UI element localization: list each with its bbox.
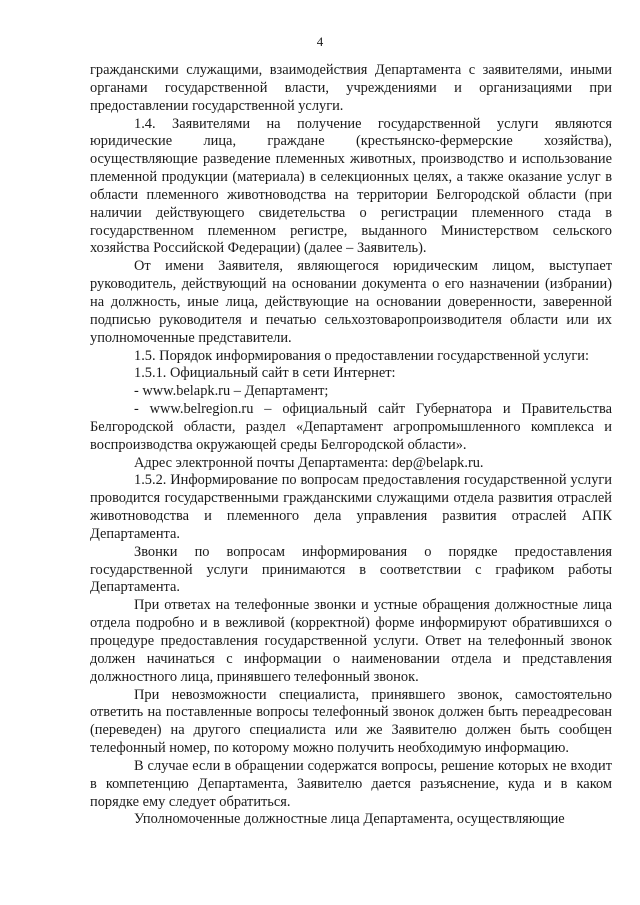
paragraph: 1.4. Заявителями на получение государственной услуги являются юридические лица, граждане (крестьянско-фермерские хозяйства), осуществляющие разведение племенных животных, производство и использование племенной продукции (материала) в селекционных целях, а также оказание услуг в области племенного животноводства на территории Белгородской области (при наличии действующего свидетельства о регистрации племенного стада в государственном племенном регистре, выданного Министерством сельского хозяйства Российской Федерации) (далее – Заявитель).: [90, 115, 612, 257]
page-number: 4: [316, 34, 324, 49]
paragraph: Уполномоченные должностные лица Департамента, осуществляющие: [134, 811, 565, 828]
paragraph: - www.belapk.ru – Департамент;: [134, 383, 329, 400]
paragraph: 1.5. Порядок информирования о предоставлении государственной услуги:: [134, 347, 589, 364]
paragraph: 1.5.1. Официальный сайт в сети Интернет:: [134, 365, 396, 382]
paragraph: Звонки по вопросам информирования о порядке предоставления государственной услуги принимаются в соответствии с графиком работы Департамента.: [90, 543, 612, 596]
paragraph: При невозможности специалиста, принявшего звонок, самостоятельно ответить на поставленные вопросы телефонный звонок должен быть переадресован (переведен) на другого специалиста или же Заявителю должен быть сообщен телефонный номер, по которому можно получить необходимую информацию.: [90, 686, 612, 757]
paragraph: При ответах на телефонные звонки и устные обращения должностные лица отдела подробно и в вежливой (корректной) форме информируют обратившихся о процедуре предоставления государственной услуги. Ответ на телефонный звонок должен начинаться с информации о наименовании отдела и представления должностного лица, принявшего телефонный звонок.: [90, 597, 612, 685]
body-text: [90, 62, 612, 829]
paragraph: От имени Заявителя, являющегося юридическим лицом, выступает руководитель, действующий на основании документа о его назначении (избрании) на должность, иные лица, действующие на основании доверенности, заверенной подписью руководителя и печатью сельхозтоваропроизводителя области или их уполномоченные представители.: [90, 258, 612, 346]
paragraph: - www.belregion.ru – официальный сайт Губернатора и Правительства Белгородской области, раздел «Департамент агропромышленного комплекса и воспроизводства окружающей среды Белгородской области».: [90, 401, 612, 453]
paragraph: Адрес электронной почты Департамента: dep@belapk.ru.: [134, 454, 484, 471]
paragraph: гражданскими служащими, взаимодействия Департамента с заявителями, иными органами государственной власти, учреждениями и организациями при предоставлении государственной услуги.: [90, 62, 612, 114]
paragraph: В случае если в обращении содержатся вопросы, решение которых не входит в компетенцию Департамента, Заявителю дается разъяснение, куда и в каком порядке ему следует обратиться.: [90, 757, 612, 810]
paragraph: 1.5.2. Информирование по вопросам предоставления государственной услуги проводится государственными гражданскими служащими отдела развития отраслей животноводства и племенного дела управления развития отраслей АПК Департамента.: [90, 472, 612, 542]
